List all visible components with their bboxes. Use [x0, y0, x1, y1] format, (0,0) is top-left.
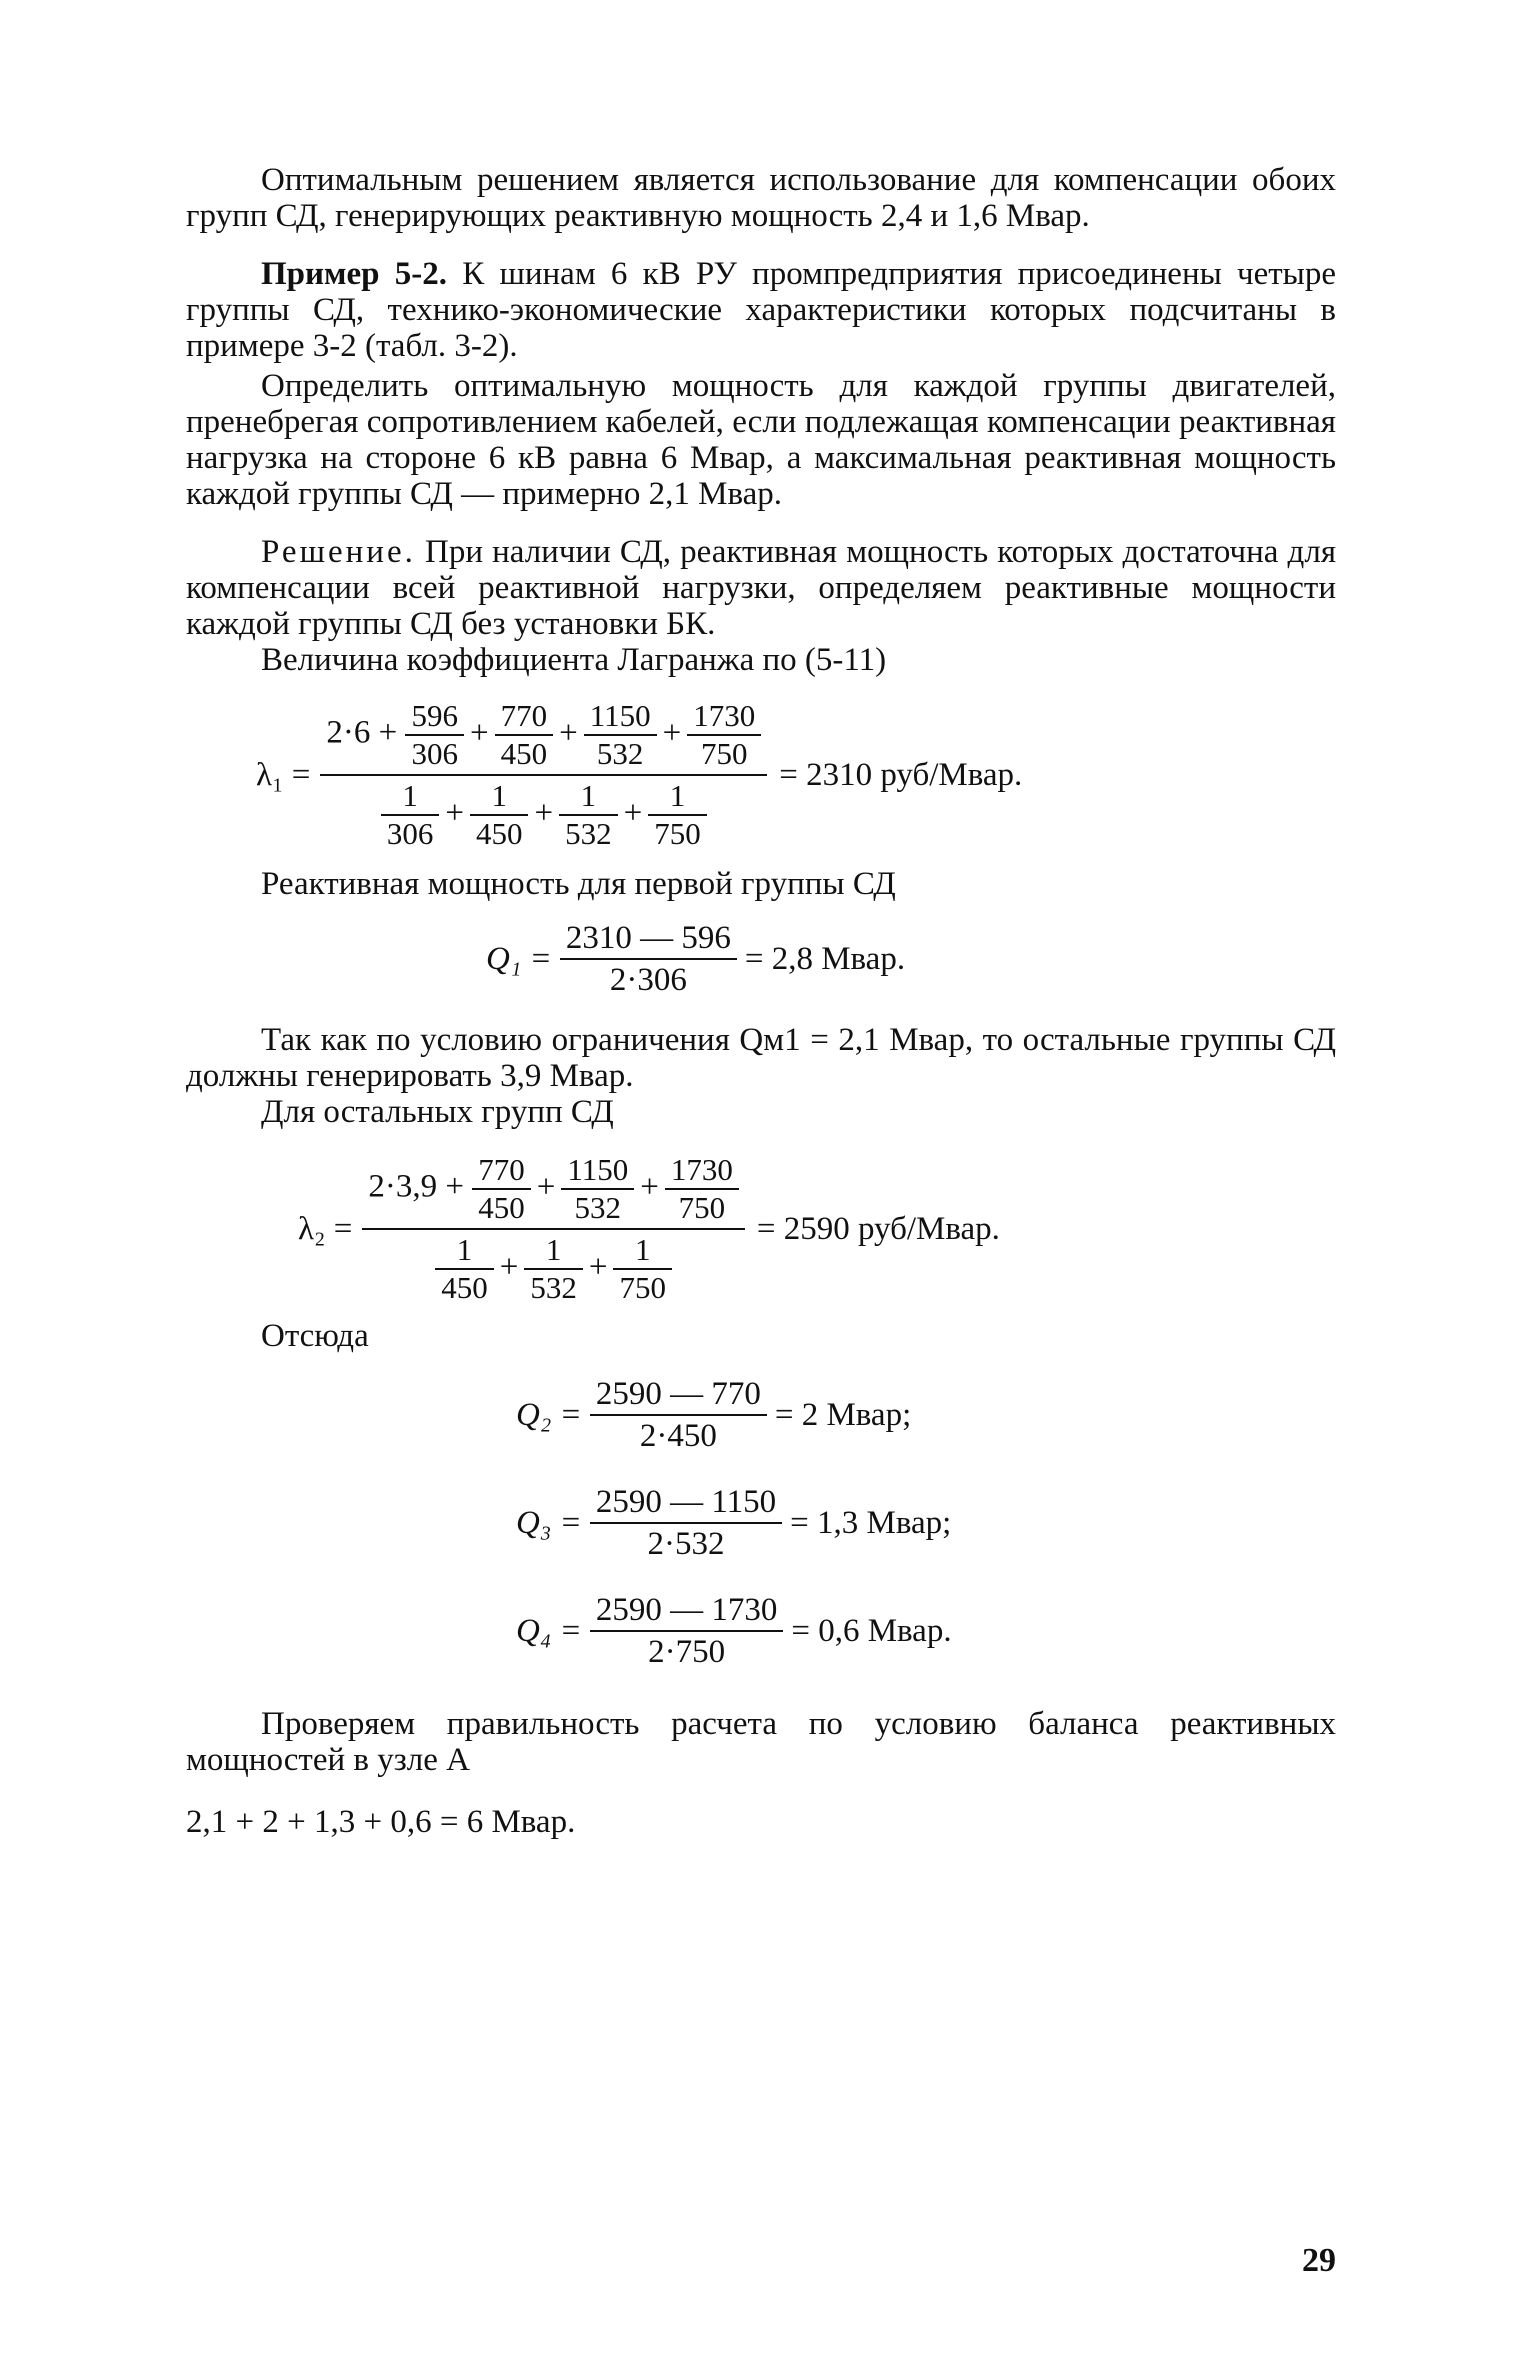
lambda-1-den-plus: +	[623, 794, 643, 831]
lambda-2-den-denominator-2: 532	[524, 1268, 583, 1306]
paragraph-hence: Отсюда	[261, 1318, 369, 1354]
lambda-1-den-denominator-3: 532	[559, 814, 618, 852]
q1-denominator: 2·306	[560, 958, 737, 1000]
lambda-1-result: = 2310 руб/Мвар.	[779, 757, 1023, 793]
lambda-2-den-numerator-2: 1	[545, 1232, 562, 1267]
q1-fraction	[560, 918, 737, 1000]
q3-denominator: 2·532	[590, 1522, 782, 1564]
page-number: 29	[1302, 2242, 1336, 2279]
q2-fraction	[590, 1374, 767, 1456]
lambda-2-num-denominator-2: 532	[561, 1188, 634, 1226]
lambda-1-num-fraction-3	[584, 698, 657, 772]
lambda-1-num-denominator-3: 532	[584, 734, 657, 772]
q2-lhs: Q₂ =	[516, 1397, 582, 1433]
lambda-2-num-numerator-2: 1150	[567, 1152, 629, 1187]
q2-numerator: 2590 — 770	[595, 1376, 761, 1412]
lambda-1-num-fraction-4	[687, 698, 761, 772]
lambda-2-num-fraction-1	[472, 1152, 531, 1226]
lambda-2-num-fraction-2	[561, 1152, 634, 1226]
lambda-2-result: = 2590 руб/Мвар.	[756, 1211, 1000, 1247]
q4-numerator: 2590 — 1730	[595, 1592, 778, 1628]
lambda-1-num-fraction-1	[405, 698, 464, 772]
paragraph-check: Проверяем правильность расчета по условию баланса реактивных мощностей в узле А	[186, 1706, 1336, 1778]
lambda-2-num-lead: 2·3,9 +	[368, 1168, 464, 1205]
lambda-2-numerator	[362, 1150, 744, 1228]
lambda-2-num-denominator-1: 450	[472, 1188, 531, 1226]
solution-text: При наличии СД, реактивная мощность которых достаточна для компенсации всей реактивной нагрузки, определяем реактивные мощности каждой группы СД без установки БК.	[186, 534, 1336, 642]
lambda-1-den-fraction-1	[381, 778, 440, 852]
lambda-2-num-fracs	[472, 1152, 739, 1225]
lambda-1-den-numerator-2: 1	[491, 778, 507, 813]
lambda-1-lhs: λ₁ =	[256, 757, 311, 793]
q4-fraction	[590, 1590, 784, 1672]
lambda-1-num-numerator-1: 596	[411, 698, 458, 733]
lambda-1-den-numerator-3: 1	[580, 778, 597, 813]
q1-result: = 2,8 Мвар.	[744, 941, 906, 977]
lambda-2-den-numerator-1: 1	[456, 1232, 473, 1267]
lambda-1-num-denominator-1: 306	[405, 734, 464, 772]
equation-q4	[186, 1590, 1336, 1672]
paragraph-task: Определить оптимальную мощность для каждой группы двигателей, пренебрегая сопротивлением кабелей, если подлежащая компенсации реактивная нагрузка на стороне 6 кВ равна 6 Мвар, а максимальная реактивная мощность каждой группы СД — примерно 2,1 Мвар.	[186, 368, 1336, 512]
equation-lambda-2-row	[298, 1150, 1000, 1308]
lambda-2-den-fraction-3	[613, 1232, 672, 1306]
equation-q2-row	[516, 1374, 911, 1456]
lambda-1-numerator	[320, 696, 767, 774]
lambda-2-fraction	[362, 1150, 744, 1308]
lambda-2-denominator	[362, 1228, 744, 1308]
equation-q2	[186, 1374, 1336, 1456]
lambda-1-num-plus: +	[469, 714, 489, 751]
lambda-2-num-plus: +	[640, 1168, 659, 1205]
lambda-2-num-denominator-3: 750	[665, 1188, 739, 1226]
lambda-1-den-fraction-2	[470, 778, 529, 852]
lambda-1-den-plus: +	[534, 794, 554, 831]
lambda-1-num-numerator-2: 770	[500, 698, 548, 733]
paragraph-optimal-solution: Оптимальным решением является использование для компенсации обоих групп СД, генерирующих реактивную мощность 2,4 и 1,6 Мвар.	[186, 162, 1336, 234]
lambda-1-num-denominator-4: 750	[687, 734, 761, 772]
paragraph-limit: Так как по условию ограничения Qм1 = 2,1 Мвар, то остальные группы СД должны генерировать 3,9 Мвар.	[186, 1022, 1336, 1094]
example-label: Пример 5-2.	[261, 256, 447, 292]
page-body	[186, 162, 1336, 1840]
lambda-1-num-plus: +	[662, 714, 682, 751]
lambda-2-den-plus: +	[499, 1248, 519, 1285]
paragraph-rest-groups: Для остальных групп СД	[261, 1094, 614, 1130]
lambda-2-den-fracs	[435, 1232, 672, 1305]
q2-result: = 2 Мвар;	[774, 1397, 912, 1433]
lambda-1-den-numerator-1: 1	[402, 778, 418, 813]
equation-q4-row	[516, 1590, 952, 1672]
q3-numerator: 2590 — 1150	[595, 1484, 777, 1520]
lambda-2-lhs: λ₂ =	[298, 1211, 353, 1247]
lambda-1-den-numerator-4: 1	[669, 778, 686, 813]
paragraph-solution	[186, 534, 1336, 642]
equation-lambda-2	[186, 1150, 1336, 1305]
lambda-2-den-fraction-1	[435, 1232, 494, 1306]
lambda-2-num-numerator-3: 1730	[670, 1152, 733, 1187]
solution-label: Решение.	[261, 534, 416, 570]
lambda-2-num-fraction-3	[665, 1152, 739, 1226]
q4-result: = 0,6 Мвар.	[791, 1613, 952, 1649]
q2-denominator: 2·450	[590, 1414, 767, 1456]
lambda-1-denominator	[320, 774, 767, 854]
equation-q3	[186, 1482, 1336, 1564]
lambda-2-den-fraction-2	[524, 1232, 583, 1306]
balance-equation: 2,1 + 2 + 1,3 + 0,6 = 6 Мвар.	[186, 1804, 576, 1840]
q4-denominator: 2·750	[590, 1630, 784, 1672]
lambda-1-den-denominator-1: 306	[381, 814, 440, 852]
q3-lhs: Q₃ =	[516, 1505, 582, 1541]
paragraph-example	[186, 256, 1336, 364]
q3-fraction	[590, 1482, 782, 1564]
lambda-2-den-plus: +	[588, 1248, 608, 1285]
lambda-1-den-plus: +	[445, 794, 464, 831]
paragraph-first-group: Реактивная мощность для первой группы СД	[261, 866, 896, 902]
lambda-1-num-numerator-4: 1730	[693, 698, 756, 733]
q1-lhs: Q₁ =	[486, 941, 552, 977]
q1-numerator: 2310 — 596	[565, 920, 731, 956]
lambda-1-num-lead: 2·6 +	[326, 714, 398, 751]
lambda-1-den-denominator-2: 450	[470, 814, 529, 852]
q4-lhs: Q₄ =	[516, 1613, 582, 1649]
lambda-2-num-plus: +	[536, 1168, 556, 1205]
example-text: К шинам 6 кВ РУ промпредприятия присоединены четыре группы СД, технико-экономические характеристики которых подсчитаны в примере 3-2 (табл. 3-2).	[186, 256, 1336, 364]
equation-lambda-1	[186, 696, 1336, 851]
lambda-2-den-numerator-3: 1	[634, 1232, 651, 1267]
lambda-1-den-fraction-4	[648, 778, 707, 852]
lambda-1-num-fraction-2	[495, 698, 554, 772]
equation-q1-row	[486, 918, 905, 1000]
lambda-1-num-numerator-3: 1150	[589, 698, 651, 733]
lambda-2-num-numerator-1: 770	[478, 1152, 525, 1187]
paragraph-lagrange: Величина коэффициента Лагранжа по (5-11)	[261, 642, 887, 678]
equation-lambda-1-row	[256, 696, 1022, 854]
lambda-2-den-denominator-3: 750	[613, 1268, 672, 1306]
lambda-1-num-denominator-2: 450	[495, 734, 554, 772]
lambda-1-fraction	[320, 696, 767, 854]
equation-q1	[186, 918, 1336, 998]
lambda-1-num-plus: +	[559, 714, 578, 751]
lambda-1-den-fraction-3	[559, 778, 618, 852]
lambda-2-den-denominator-1: 450	[435, 1268, 494, 1306]
equation-q3-row	[516, 1482, 951, 1564]
lambda-1-den-denominator-4: 750	[648, 814, 707, 852]
lambda-1-num-fracs	[405, 698, 761, 771]
lambda-1-den-fracs	[381, 778, 707, 851]
q3-result: = 1,3 Мвар;	[790, 1505, 952, 1541]
